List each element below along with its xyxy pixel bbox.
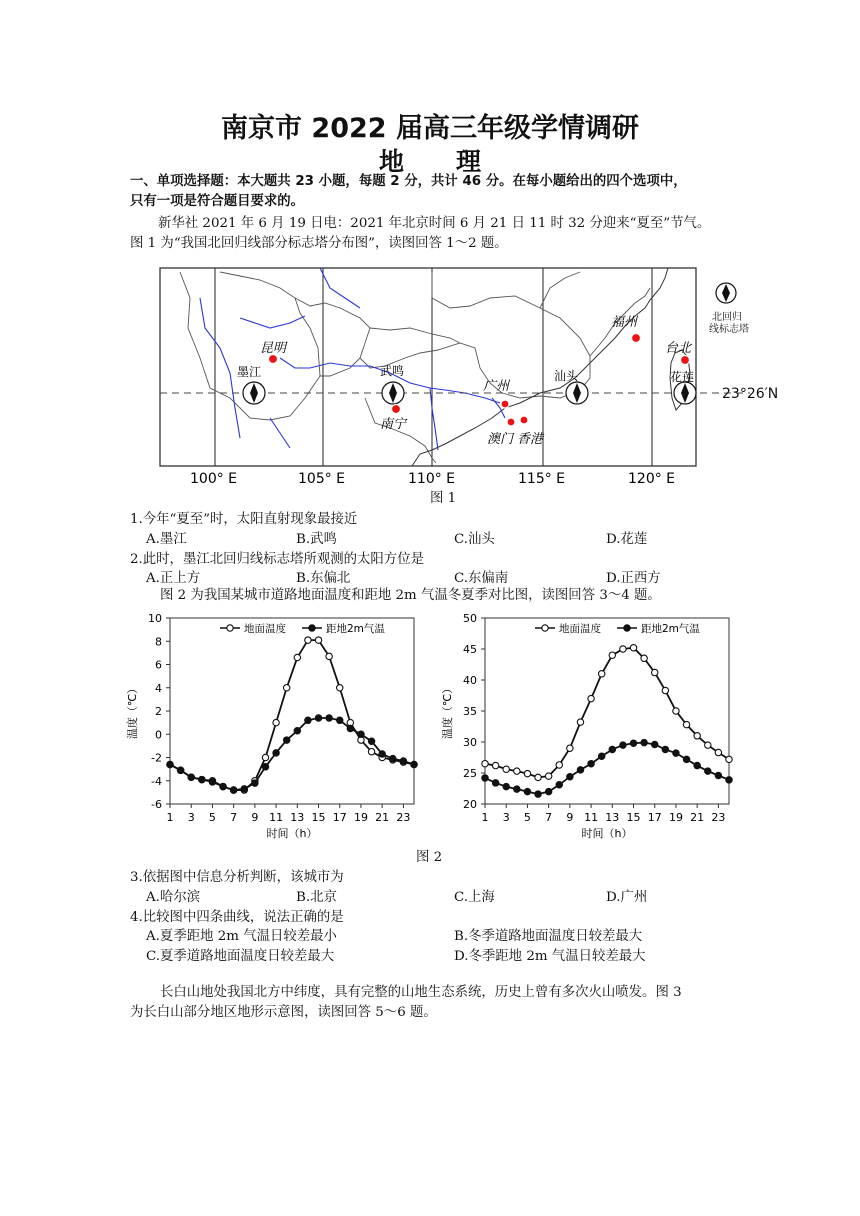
summer-series-0-point (556, 762, 562, 768)
summer-series-0-point (492, 762, 498, 768)
summer-series-0-point (630, 645, 636, 651)
city-label-hongkong: 香港 (517, 432, 544, 447)
chart-winter (120, 606, 430, 846)
winter-ytick-label: 0 (155, 728, 162, 742)
city-label-hualien: 花莲 (670, 370, 695, 384)
intro1-line2: 图 1 为“我国北回归线部分标志塔分布图”，读图回答 1～2 题。 (130, 236, 508, 251)
winter-series-1-point (390, 755, 396, 761)
summer-series-1-point (577, 767, 583, 773)
intro1-line1: 新华社 2021 年 6 月 19 日电：2021 年北京时间 6 月 21 日 11 时 32 分迎来“夏至”节气。 (158, 216, 711, 231)
summer-series-0-point (545, 773, 551, 779)
summer-ylabel: 温度（℃） (441, 682, 454, 740)
q1-option-b[interactable]: B.武鸣 (296, 532, 337, 547)
q4-option-a[interactable]: A.夏季距地 2m 气温日较差最小 (146, 929, 337, 944)
summer-series-line-1 (485, 743, 729, 794)
winter-series-1-point (220, 783, 226, 789)
summer-series-0-point (577, 719, 583, 725)
q2-option-a[interactable]: A.正上方 (146, 571, 201, 586)
summer-series-1-point (535, 791, 541, 797)
winter-xtick-label: 15 (311, 811, 326, 824)
summer-series-line-0 (485, 648, 729, 778)
legend-label-line1: 北回归 (712, 312, 742, 323)
winter-xtick-label: 17 (332, 811, 347, 824)
summer-series-0-point (726, 756, 732, 762)
summer-xtick-label: 11 (584, 811, 599, 824)
summer-series-0-point (620, 646, 626, 652)
summer-series-1-point (524, 788, 530, 794)
winter-ytick-label: 2 (155, 705, 162, 718)
summer-ytick-label: 50 (463, 612, 477, 625)
q3-option-a[interactable]: A.哈尔滨 (146, 890, 201, 905)
summer-series-0-point (694, 733, 700, 739)
summer-xtick-label: 3 (502, 811, 510, 824)
intro2-line1: 图 2 为我国某城市道路地面温度和距地 2m 气温冬夏季对比图，读图回答 3～4 题。 (160, 588, 661, 603)
summer-series-1-point (662, 746, 668, 752)
winter-ylabel: 温度（℃） (126, 682, 139, 740)
winter-series-1-point (294, 728, 300, 734)
winter-series-1-point (273, 750, 279, 756)
winter-series-1-point (252, 780, 258, 786)
summer-ytick-label: 35 (463, 705, 477, 718)
winter-legend-label-1: 距地2m气温 (326, 623, 385, 635)
lon-label-120: 120° E (628, 471, 676, 487)
summer-series-1-point (503, 783, 509, 789)
summer-series-1-point (683, 756, 689, 762)
winter-xtick-label: 23 (396, 811, 411, 824)
city-dots (269, 334, 690, 427)
winter-series-1-point (411, 761, 417, 767)
chart-summer (435, 606, 745, 846)
winter-series-1-point (262, 764, 268, 770)
winter-series-1-point (167, 761, 173, 767)
city-label-macau: 澳门 (487, 432, 514, 447)
summer-legend-label-1: 距地2m气温 (641, 623, 700, 635)
winter-series-1-point (283, 737, 289, 743)
figure2-caption: 图 2 (416, 850, 443, 865)
summer-xtick-label: 15 (626, 811, 641, 824)
winter-series-0-point (337, 685, 343, 691)
summer-series-0-point (715, 749, 721, 755)
summer-series-0-point (598, 671, 604, 677)
summer-series-1-point (673, 750, 679, 756)
tropic-label: 23°26′N (722, 386, 779, 402)
summer-xtick-label: 19 (668, 811, 683, 824)
winter-series-1-point (209, 779, 215, 785)
summer-legend-marker-1 (624, 625, 630, 631)
subject-title: 地理 (378, 147, 533, 176)
summer-xtick-label: 17 (647, 811, 662, 824)
city-label-taipei: 台北 (665, 341, 692, 356)
winter-ytick-label: -2 (151, 751, 162, 765)
winter-series-0-point (283, 685, 289, 691)
summer-series-1-point (567, 774, 573, 780)
summer-plot-frame (485, 618, 729, 804)
winter-plot-frame (170, 618, 414, 804)
winter-series-1-point (368, 738, 374, 744)
tower-symbol-hualien (674, 382, 696, 404)
figure1-map (120, 258, 779, 498)
winter-xtick-label: 21 (375, 811, 390, 824)
winter-series-line-0 (170, 640, 414, 790)
summer-series-1-point (694, 762, 700, 768)
summer-series-0-point (641, 655, 647, 661)
winter-series-0-point (262, 754, 268, 760)
tower-symbol-shantou (566, 382, 588, 404)
legend-tower-icon (716, 283, 736, 303)
winter-ytick-label: 6 (155, 658, 162, 672)
winter-series-1-point (188, 774, 194, 780)
summer-series-0-point (524, 770, 530, 776)
summer-ytick-label: 45 (463, 643, 477, 656)
intro3-line1: 长白山地处我国北方中纬度，具有完整的山地生态系统，历史上曾有多次火山喷发。图 3 (160, 985, 682, 1000)
summer-ytick-label: 30 (463, 736, 477, 749)
winter-legend-marker-1 (309, 625, 315, 631)
summer-xtick-label: 7 (545, 811, 553, 824)
legend-label-line2: 线标志塔 (709, 324, 749, 335)
winter-xtick-label: 5 (208, 811, 216, 824)
q4-option-c[interactable]: C.夏季道路地面温度日较差最大 (146, 949, 335, 964)
summer-series-1-point (641, 739, 647, 745)
q1-stem: 1.今年“夏至”时，太阳直射现象最接近 (130, 512, 358, 527)
intro3-line2: 为长白山部分地区地形示意图，读图回答 5～6 题。 (130, 1005, 437, 1020)
q3-option-c[interactable]: C.上海 (454, 890, 495, 905)
q1-option-a[interactable]: A.墨江 (146, 532, 187, 547)
q2-option-b[interactable]: B.东偏北 (296, 571, 351, 586)
city-label-guangzhou: 广州 (483, 379, 510, 394)
q2-option-d[interactable]: D.正西方 (606, 571, 661, 586)
winter-ytick-label: -4 (151, 774, 162, 788)
summer-xtick-label: 13 (605, 811, 620, 824)
summer-series-1-point (620, 742, 626, 748)
tower-label-mojiang: 墨江 (237, 365, 262, 379)
summer-series-0-point (683, 721, 689, 727)
q1-option-c[interactable]: C.汕头 (454, 532, 495, 547)
winter-ytick-label: -6 (151, 798, 162, 811)
winter-xtick-label: 13 (290, 811, 305, 824)
summer-ytick-label: 20 (463, 798, 477, 811)
summer-series-0-point (588, 695, 594, 701)
tower-symbol-mojiang (243, 382, 265, 404)
summer-series-0-point (567, 745, 573, 751)
summer-series-1-point (588, 761, 594, 767)
summer-series-1-point (482, 775, 488, 781)
summer-legend-label-0: 地面温度 (559, 623, 601, 635)
winter-ytick-label: 4 (155, 681, 162, 695)
summer-series-1-point (726, 777, 732, 783)
summer-legend-marker-0 (542, 625, 548, 631)
city-label-fuzhou: 福州 (611, 315, 638, 330)
winter-series-0-point (326, 653, 332, 659)
winter-xtick-label: 19 (353, 811, 368, 824)
lon-label-110: 110° E (408, 471, 456, 487)
summer-series-1-point (514, 786, 520, 792)
section-heading-line1: 一、单项选择题：本大题共 23 小题，每题 2 分，共计 46 分。在每小题给出的四个选项中， (130, 174, 687, 189)
figure1-caption: 图 1 (430, 491, 457, 506)
winter-series-1-point (379, 751, 385, 757)
summer-ytick-label: 40 (463, 674, 477, 687)
tower-symbol-wuming (382, 382, 404, 404)
summer-series-0-point (662, 687, 668, 693)
winter-series-1-point (241, 786, 247, 792)
summer-series-1-point (630, 740, 636, 746)
winter-xtick-label: 11 (269, 811, 284, 824)
winter-series-0-point (273, 719, 279, 725)
winter-xtick-label: 9 (251, 811, 259, 824)
winter-series-0-point (294, 654, 300, 660)
city-label-nanning: 南宁 (380, 417, 407, 432)
winter-series-1-point (337, 717, 343, 723)
summer-series-1-point (705, 768, 711, 774)
winter-xtick-label: 1 (166, 811, 174, 824)
summer-series-0-point (652, 669, 658, 675)
section-heading-line2: 只有一项是符合题目要求的。 (130, 194, 305, 209)
summer-series-1-point (556, 782, 562, 788)
winter-series-1-point (315, 715, 321, 721)
q4-option-d[interactable]: D.冬季距地 2m 气温日较差最大 (454, 949, 646, 964)
city-label-shantou: 汕头 (554, 369, 579, 383)
summer-series-1-point (492, 780, 498, 786)
summer-series-0-point (535, 774, 541, 780)
winter-xtick-label: 7 (230, 811, 238, 824)
lon-label-105: 105° E (298, 471, 346, 487)
winter-series-1-point (358, 731, 364, 737)
summer-series-1-point (715, 772, 721, 778)
lon-label-100: 100° E (190, 471, 238, 487)
city-label-kunming: 昆明 (260, 341, 287, 356)
winter-series-0-point (305, 637, 311, 643)
winter-xtick-label: 3 (187, 811, 195, 824)
summer-series-0-point (514, 768, 520, 774)
q4-stem: 4.比较图中四条曲线，说法正确的是 (130, 910, 344, 925)
summer-series-0-point (482, 761, 488, 767)
winter-series-1-point (199, 776, 205, 782)
winter-series-1-point (326, 715, 332, 721)
q3-option-b[interactable]: B.北京 (296, 890, 337, 905)
winter-series-1-point (400, 758, 406, 764)
summer-series-0-point (705, 742, 711, 748)
summer-series-1-point (545, 788, 551, 794)
rivers (200, 268, 505, 450)
summer-xtick-label: 21 (690, 811, 705, 824)
winter-series-1-point (177, 767, 183, 773)
summer-xlabel: 时间（h） (581, 827, 633, 840)
q2-stem: 2.此时，墨江北回归线标志塔所观测的太阳方位是 (130, 552, 424, 567)
winter-series-0-point (368, 748, 374, 754)
q3-option-d[interactable]: D.广州 (606, 890, 648, 905)
summer-series-0-point (503, 766, 509, 772)
lon-label-115: 115° E (518, 471, 566, 487)
winter-series-0-point (315, 637, 321, 643)
winter-series-1-point (230, 787, 236, 793)
summer-series-1-point (598, 753, 604, 759)
summer-series-0-point (673, 708, 679, 714)
city-label-wuming: 武鸣 (380, 364, 405, 378)
summer-ytick-label: 25 (463, 767, 477, 780)
summer-series-0-point (609, 652, 615, 658)
winter-legend-marker-0 (227, 625, 233, 631)
winter-series-1-point (305, 717, 311, 723)
q1-option-d[interactable]: D.花莲 (606, 532, 648, 547)
winter-ytick-label: 10 (148, 612, 162, 625)
winter-xlabel: 时间（h） (266, 827, 318, 840)
page-title: 南京市 2022 届高三年级学情调研 (221, 113, 639, 144)
summer-xtick-label: 1 (481, 811, 489, 824)
summer-xtick-label: 5 (523, 811, 531, 824)
q3-stem: 3.依据图中信息分析判断，该城市为 (130, 870, 344, 885)
winter-ytick-label: 8 (155, 635, 162, 649)
winter-series-1-point (347, 725, 353, 731)
summer-xtick-label: 9 (566, 811, 574, 824)
summer-series-1-point (652, 741, 658, 747)
q4-option-b[interactable]: B.冬季道路地面温度日较差最大 (454, 929, 643, 944)
summer-series-1-point (609, 746, 615, 752)
summer-xtick-label: 23 (711, 811, 726, 824)
winter-legend-label-0: 地面温度 (244, 623, 286, 635)
q2-option-c[interactable]: C.东偏南 (454, 571, 509, 586)
